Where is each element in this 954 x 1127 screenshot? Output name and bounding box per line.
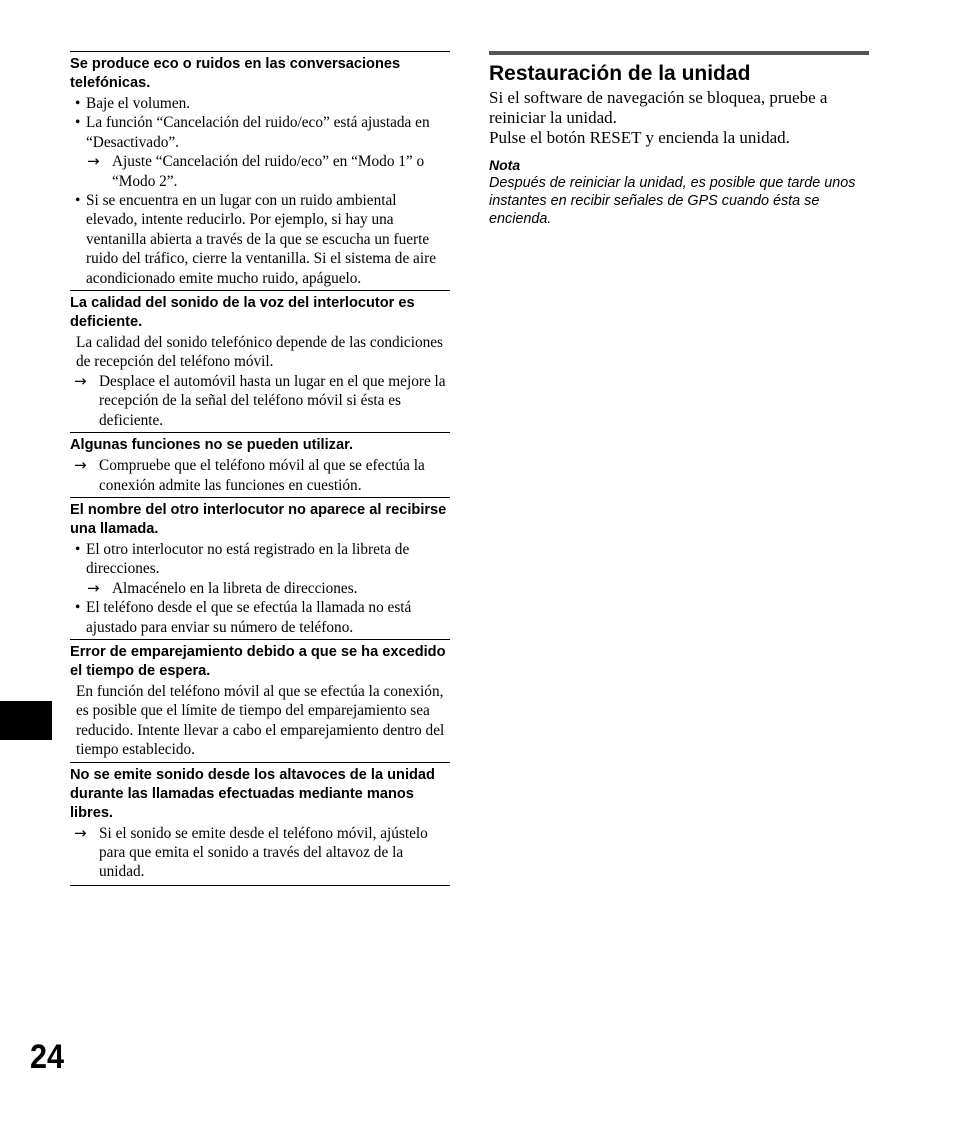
paragraph: Si el software de navegación se bloquea, pruebe a reiniciar la unidad.	[489, 88, 828, 127]
list-item: • Baje el volumen.	[70, 94, 450, 113]
section-handsfree-no-sound	[70, 762, 450, 886]
section-pairing-timeout	[70, 639, 450, 760]
section-voice-quality	[70, 290, 450, 430]
section-functions-unavailable	[70, 432, 450, 495]
list-item: • El teléfono desde el que se efectúa la llamada no está ajustado para enviar su número de teléfono.	[70, 598, 450, 637]
list-item: → Desplace el automóvil hasta un lugar en el que mejore la recepción de la señal del teléfono móvil si ésta es deficiente.	[70, 372, 450, 430]
section-heading: El nombre del otro interlocutor no aparece al recibirse una llamada.	[70, 501, 447, 537]
section-heading: Error de emparejamiento debido a que se ha excedido el tiempo de espera.	[70, 643, 446, 679]
section-heading: La calidad del sonido de la voz del interlocutor es deficiente.	[70, 295, 415, 331]
list-item: • Si se encuentra en un lugar con un ruido ambiental elevado, intente reducirlo. Por ejemplo, si hay una ventanilla abierta a través de la que se escucha un fuerte ruido del tráfico, cierre la ventanilla. Si el sistema de aire acondicionado emite mucho ruido, apáguelo.	[70, 191, 450, 288]
section-echo-noise	[70, 51, 450, 288]
section-heading: Algunas funciones no se pueden utilizar.	[70, 437, 353, 454]
list-item: → Si el sonido se emite desde el teléfono móvil, ajústelo para que emita el sonido a través del altavoz de la unidad.	[70, 824, 450, 882]
list-item: → Almacénelo en la libreta de direcciones.	[70, 579, 450, 598]
list-item: → Ajuste “Cancelación del ruido/eco” en “Modo 1” o “Modo 2”.	[70, 152, 450, 191]
page-number: 24	[30, 1038, 65, 1076]
section-heading: Se produce eco o ruidos en las conversaciones telefónicas.	[70, 56, 401, 91]
troubleshooting-column	[70, 51, 450, 888]
section-heading: No se emite sonido desde los altavoces de la unidad durante las llamadas efectuadas mediante manos libres.	[70, 766, 435, 821]
note-title: Nota	[489, 157, 521, 173]
paragraph: La calidad del sonido telefónico depende de las condiciones de recepción del teléfono móvil.	[76, 334, 443, 371]
chapter-tab	[0, 701, 52, 740]
section-rule	[489, 51, 869, 55]
list-item: • La función “Cancelación del ruido/eco” está ajustada en “Desactivado”.	[70, 113, 450, 152]
section-title: Restauración de la unidad	[489, 62, 751, 85]
list-item: • El otro interlocutor no está registrado en la libreta de direcciones.	[70, 540, 450, 579]
paragraph: Pulse el botón RESET y encienda la unidad.	[489, 128, 790, 147]
note-text: Después de reiniciar la unidad, es posible que tarde unos instantes en recibir señales de GPS cuando ésta se encienda.	[489, 175, 856, 227]
reset-column	[489, 51, 869, 228]
list-item: → Compruebe que el teléfono móvil al que se efectúa la conexión admite las funciones en cuestión.	[70, 456, 450, 495]
paragraph: En función del teléfono móvil al que se efectúa la conexión, es posible que el límite de tiempo del emparejamiento sea reducido. Intente llevar a cabo el emparejamiento dentro del tiempo establecido.	[76, 682, 445, 759]
section-caller-name	[70, 497, 450, 637]
